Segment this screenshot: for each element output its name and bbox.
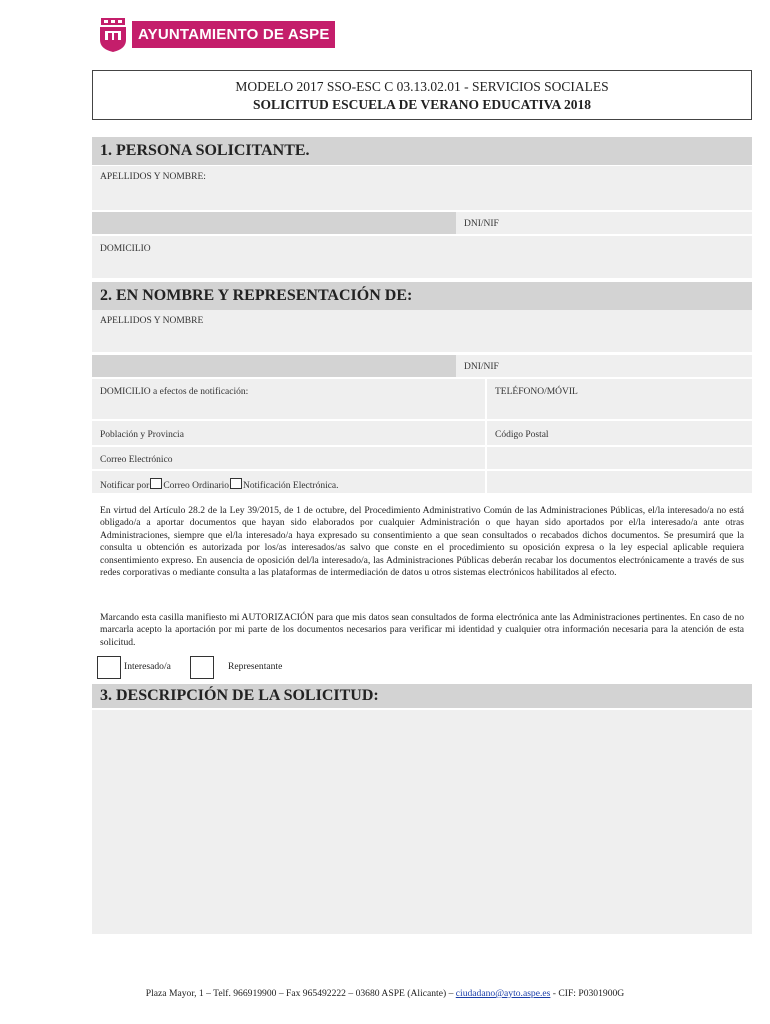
notify-post-checkbox[interactable] [150,478,162,489]
interested-label: Interesado/a [124,661,171,672]
form-title: SOLICITUD ESCUELA DE VERANO EDUCATIVA 2018 [253,97,591,112]
interested-checkbox[interactable] [97,656,121,679]
applicant-dni-field[interactable] [456,212,752,234]
notify-electronic-checkbox[interactable] [230,478,242,489]
page-footer [0,988,770,999]
section-2-heading: 2. EN NOMBRE Y REPRESENTACIÓN DE: [92,282,752,310]
field-label: Código Postal [495,430,549,440]
municipality-logo [98,18,335,50]
applicant-name-field[interactable] [92,166,752,210]
field-label: APELLIDOS Y NOMBRE: [100,172,206,182]
legal-paragraph-1: En virtud del Artículo 28.2 de la Ley 39/2015, de 1 de octubre, del Procedimiento Administrativo Común de las Administraciones Públicas, el/la interesado/a no está obligado/a a aportar documentos que hayan sido elaborados por cualquier Administración o que hayan sido aportados por el/la interesado/a ante otras Administraciones, siempre que el/la interesado/a haya expresado su consentimiento a que sean consultados o recabados dichos documentos. Se presumirá que la consulta u obtención es autorizada por los/as interesados/as salvo que conste en el procedimiento su oposición expresa o la ley especial aplicable requiera consentimiento expreso. En ausencia de oposición del/la interesado/a, las Administraciones Públicas deberán recabar los documentos electrónicamente a través de sus redes corporativas o mediante consulta a las plataformas de intermediación de datos u otros sistemas electrónicos habilitados al efecto. [100,505,744,579]
represented-dni-field[interactable] [456,355,752,377]
postal-code-field[interactable] [487,421,752,445]
field-label: APELLIDOS Y NOMBRE [100,316,204,326]
field-label: DNI/NIF [464,219,499,229]
city-province-field[interactable] [92,421,485,445]
footer-address: Plaza Mayor, 1 – Telf. 966919900 – Fax 965492222 – 03680 ASPE (Alicante) – [145,988,456,999]
footer-email-link[interactable]: ciudadano@ayto.aspe.es [455,988,551,999]
footer-cif: - CIF: P0301900G [550,988,625,999]
applicant-address-field[interactable] [92,236,752,278]
notification-address-field[interactable] [92,379,485,419]
field-label: Población y Provincia [100,430,184,440]
phone-field[interactable] [487,379,752,419]
section-1-heading: 1. PERSONA SOLICITANTE. [92,137,752,165]
form-code: MODELO 2017 SSO-ESC C 03.13.02.01 - SERVICIOS SOCIALES [235,79,609,94]
applicant-dni-spacer [92,212,456,234]
notify-by-row [92,471,485,493]
representative-label: Representante [228,661,283,672]
field-label: Correo Electrónico [100,455,173,465]
section-3-heading: 3. DESCRIPCIÓN DE LA SOLICITUD: [92,684,752,708]
form-title-box [92,70,752,120]
field-label: DOMICILIO [100,244,151,254]
represented-name-field[interactable] [92,310,752,352]
crest-icon [98,18,128,52]
field-label: DOMICILIO a efectos de notificación: [100,387,249,397]
field-label: TELÉFONO/MÓVIL [495,387,578,397]
email-field[interactable] [92,447,485,469]
request-description-area[interactable] [92,710,752,934]
notify-post-label: Correo Ordinario [163,481,230,491]
email-field-extra [487,447,752,469]
legal-paragraph-2: Marcando esta casilla manifiesto mi AUTORIZACIÓN para que mis datos sean consultados de forma electrónica ante las Administraciones pertinentes. En caso de no marcarla acepto la aportación por mi parte de los documentos necesarios para verificar mi identidad y cualquier otra información necesaria para la atención de esta solicitud. [100,612,744,648]
brand-name: AYUNTAMIENTO DE ASPE [132,21,335,48]
notify-electronic-label: Notificación Electrónica. [243,481,339,491]
field-label: DNI/NIF [464,362,499,372]
notify-prefix: Notificar por [100,481,150,491]
represented-dni-spacer [92,355,456,377]
representative-checkbox[interactable] [190,656,214,679]
notify-row-extra [487,471,752,493]
